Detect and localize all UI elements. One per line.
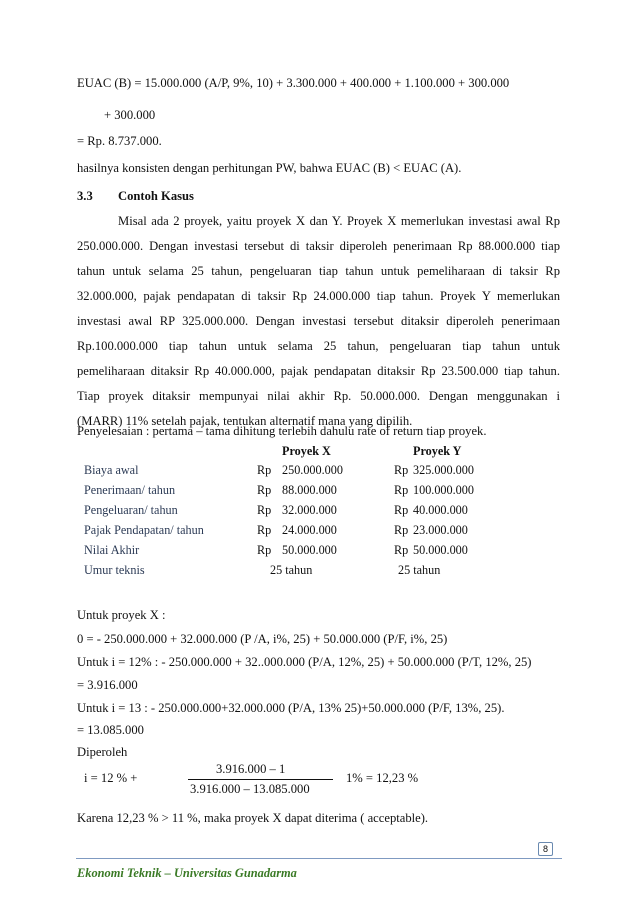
row-label: Umur teknis [84, 563, 145, 577]
x-value: 24.000.000 [282, 523, 337, 537]
x-value: 25 tahun [270, 563, 313, 577]
calc-heading: Untuk proyek X : [77, 608, 166, 622]
header-proyek-x: Proyek X [282, 444, 331, 458]
table-row [84, 503, 504, 519]
table-row [84, 483, 504, 499]
page-number: 8 [538, 842, 553, 856]
calc-label: Diperoleh [77, 745, 128, 759]
paragraph-line: Tiap proyek ditaksir mempunyai nilai akhir Rp. 50.000.000. Dengan menggunakan i [77, 389, 560, 403]
y-currency: Rp [394, 483, 409, 497]
table-header [84, 444, 504, 460]
x-value: 250.000.000 [282, 463, 343, 477]
formula-rhs: 1% = 12,23 % [346, 771, 419, 785]
y-value: 325.000.000 [413, 463, 474, 477]
table-row [84, 543, 504, 559]
paragraph-line: (MARR) 11% setelah pajak, tentukan alternatif mana yang dipilih. [77, 414, 413, 428]
y-value: 40.000.000 [413, 503, 468, 517]
x-value: 32.000.000 [282, 503, 337, 517]
formula-denominator: 3.916.000 – 13.085.000 [190, 782, 310, 796]
paragraph-line: Misal ada 2 proyek, yaitu proyek X dan Y. Proyek X memerlukan investasi awal Rp [118, 214, 560, 228]
paragraph-line: pemeliharaan ditaksir Rp 40.000.000, pajak pendapatan ditaksir Rp 23.500.000 tiap tahun. [77, 364, 560, 378]
section-number: 3.3 [77, 189, 93, 203]
y-currency: Rp [394, 463, 409, 477]
calc-result: = 3.916.000 [77, 678, 138, 692]
formula-numerator: 3.916.000 – 1 [216, 762, 286, 776]
y-value: 23.000.000 [413, 523, 468, 537]
table-row [84, 523, 504, 539]
solution-intro: Penyelesaian : pertama – tama dihitung terlebih dahulu rate of return tiap proyek. [77, 424, 487, 438]
equation-result: = Rp. 8.737.000. [77, 134, 162, 148]
formula-lhs: i = 12 % + [84, 771, 138, 785]
y-currency: Rp [394, 543, 409, 557]
conclusion: Karena 12,23 % > 11 %, maka proyek X dapat diterima ( acceptable). [77, 811, 429, 825]
y-value: 25 tahun [398, 563, 441, 577]
paragraph-line: investasi awal RP 325.000.000. Dengan investasi tersebut ditaksir diperoleh penerimaan [77, 314, 560, 328]
equation-continuation: + 300.000 [104, 108, 156, 122]
table-row [84, 463, 504, 479]
row-label: Pajak Pendapatan/ tahun [84, 523, 204, 537]
fraction-bar [188, 779, 333, 780]
paragraph-line: 32.000.000, pajak pendapatan di taksir Rp 24.000.000 tiap tahun. Proyek Y memerlukan [77, 289, 560, 303]
y-currency: Rp [394, 523, 409, 537]
x-currency: Rp [257, 503, 272, 517]
x-currency: Rp [257, 463, 272, 477]
calc-equation: Untuk i = 13 : - 250.000.000+32.000.000 (P/A, 13% 25)+50.000.000 (P/F, 13%, 25). [77, 701, 505, 715]
row-label: Biaya awal [84, 463, 139, 477]
x-currency: Rp [257, 543, 272, 557]
header-proyek-y: Proyek Y [413, 444, 462, 458]
y-value: 100.000.000 [413, 483, 474, 497]
paragraph-line: tahun untuk selama 25 tahun, pengeluaran tiap tahun untuk pemeliharaan di taksir Rp [77, 264, 560, 278]
row-label: Nilai Akhir [84, 543, 140, 557]
footer-text: Ekonomi Teknik – Universitas Gunadarma [77, 866, 297, 880]
row-label: Pengeluaran/ tahun [84, 503, 178, 517]
x-currency: Rp [257, 483, 272, 497]
section-title: Contoh Kasus [118, 189, 194, 203]
paragraph-line: 250.000.000. Dengan investasi tersebut di taksir diperoleh penerimaan Rp 88.000.000 tiap [77, 239, 560, 253]
y-value: 50.000.000 [413, 543, 468, 557]
x-value: 88.000.000 [282, 483, 337, 497]
y-currency: Rp [394, 503, 409, 517]
calc-equation: 0 = - 250.000.000 + 32.000.000 (P /A, i%, 25) + 50.000.000 (P/F, i%, 25) [77, 632, 448, 646]
footer-rule [76, 858, 562, 859]
table-row [84, 563, 504, 579]
row-label: Penerimaan/ tahun [84, 483, 176, 497]
equation-euac-b: EUAC (B) = 15.000.000 (A/P, 9%, 10) + 3.300.000 + 400.000 + 1.100.000 + 300.000 [77, 76, 510, 90]
paragraph-line: Rp.100.000.000 tiap tahun untuk selama 25 tahun, pengeluaran tiap tahun untuk [77, 339, 560, 353]
x-value: 50.000.000 [282, 543, 337, 557]
consistency-note: hasilnya konsisten dengan perhitungan PW, bahwa EUAC (B) < EUAC (A). [77, 161, 462, 175]
calc-result: = 13.085.000 [77, 723, 144, 737]
x-currency: Rp [257, 523, 272, 537]
calc-equation: Untuk i = 12% : - 250.000.000 + 32..000.000 (P/A, 12%, 25) + 50.000.000 (P/T, 12%, 25) [77, 655, 532, 669]
